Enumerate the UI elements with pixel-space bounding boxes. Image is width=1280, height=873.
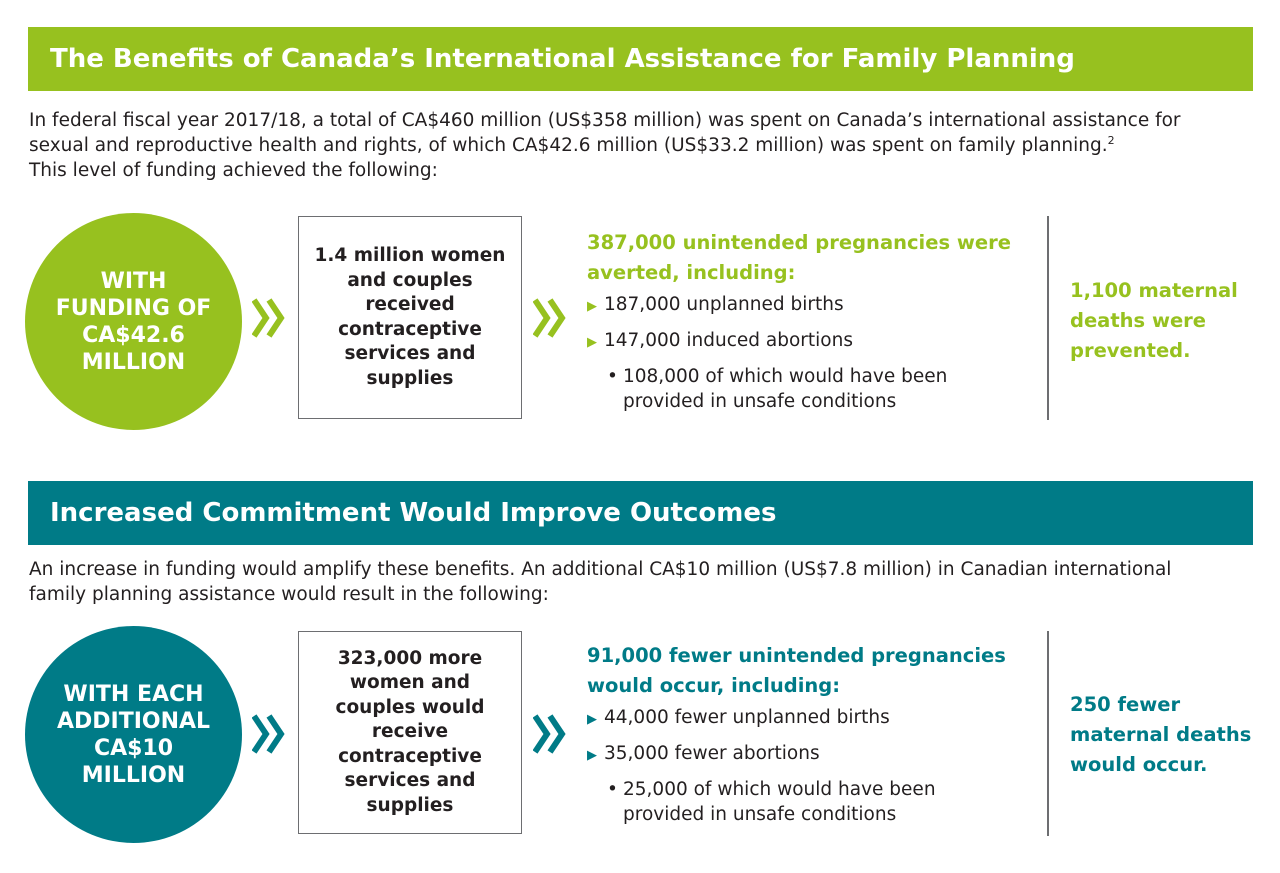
- bullet-text: 35,000 fewer abortions: [604, 743, 820, 764]
- section2-deaths-outcome: 250 fewer maternal deaths would occur.: [1070, 693, 1252, 776]
- triangle-right-icon: ▶: [587, 335, 597, 350]
- section2-circle-text: WITH EACH ADDITIONAL CA$10 MILLION: [56, 681, 211, 788]
- divider: [1047, 631, 1049, 836]
- divider: [1047, 216, 1049, 420]
- bullet-text: 187,000 unplanned births: [604, 294, 844, 315]
- bullet-text: 147,000 induced abortions: [604, 330, 853, 351]
- section2-funding-circle: [25, 626, 242, 843]
- triangle-right-icon: ▶: [587, 712, 597, 727]
- section1-pregnancies-outcome: [587, 228, 1037, 414]
- bullet-text: 44,000 fewer unplanned births: [604, 707, 890, 728]
- section2-intro-text: An increase in funding would amplify these benefits. An additional CA$10 million (US$7.8 million) in Canadian international family planning assistance would result in the following:: [29, 559, 1172, 605]
- sub-list-item: [607, 364, 1037, 414]
- section1-circle-text: WITH FUNDING OF CA$42.6 MILLION: [55, 268, 212, 375]
- section1-title: The Benefits of Canada’s International Assistance for Family Planning: [50, 44, 1075, 74]
- section1-intro-main: In federal fiscal year 2017/18, a total of CA$460 million (US$358 million) was spent on Canada’s international assistance for sexual and reproductive health and rights, of which CA$42.6 million (US$33.2 million) was spent on family planning.: [29, 110, 1181, 156]
- double-chevron-right-icon: [533, 296, 567, 340]
- section2-box-text: 323,000 more women and couples would receive contraceptive services and supplies: [335, 647, 485, 816]
- triangle-right-icon: ▶: [587, 299, 597, 314]
- double-chevron-right-icon: [252, 712, 286, 756]
- section1-recipients-box: [298, 216, 522, 419]
- section1-outcome-headline: 387,000 unintended pregnancies were averted, including:: [587, 231, 1011, 284]
- sub-list-item: [607, 777, 1037, 827]
- section2-pregnancies-outcome: [587, 641, 1037, 827]
- section2-outcome-headline: 91,000 fewer unintended pregnancies would occur, including:: [587, 644, 1006, 697]
- double-chevron-right-icon: [533, 712, 567, 756]
- bullet-dot-icon: •: [607, 779, 618, 800]
- section2-intro: [29, 557, 1229, 607]
- double-chevron-right-icon: [252, 296, 286, 340]
- list-item: [587, 741, 1037, 768]
- list-item: [587, 328, 1037, 355]
- sub-bullet-text: 25,000 of which would have been provided in unsafe conditions: [623, 779, 936, 825]
- section1-box-text: 1.4 million women and couples received contraceptive services and supplies: [314, 245, 506, 389]
- section1-intro-end: This level of funding achieved the following:: [29, 160, 438, 181]
- sub-bullet-text: 108,000 of which would have been provided in unsafe conditions: [623, 366, 948, 412]
- section1-deaths-outcome: 1,100 maternal deaths were prevented.: [1070, 279, 1238, 362]
- list-item: [587, 292, 1037, 319]
- section2-title: Increased Commitment Would Improve Outcomes: [50, 498, 777, 528]
- section1-intro: [29, 108, 1229, 183]
- bullet-dot-icon: •: [607, 366, 618, 387]
- section2-recipients-box: [298, 631, 522, 834]
- triangle-right-icon: ▶: [587, 748, 597, 763]
- section1-funding-circle: [25, 213, 242, 430]
- list-item: [587, 705, 1037, 732]
- section2-title-banner: [28, 481, 1253, 545]
- section1-title-banner: [28, 27, 1253, 91]
- footnote-marker: 2: [1107, 133, 1115, 147]
